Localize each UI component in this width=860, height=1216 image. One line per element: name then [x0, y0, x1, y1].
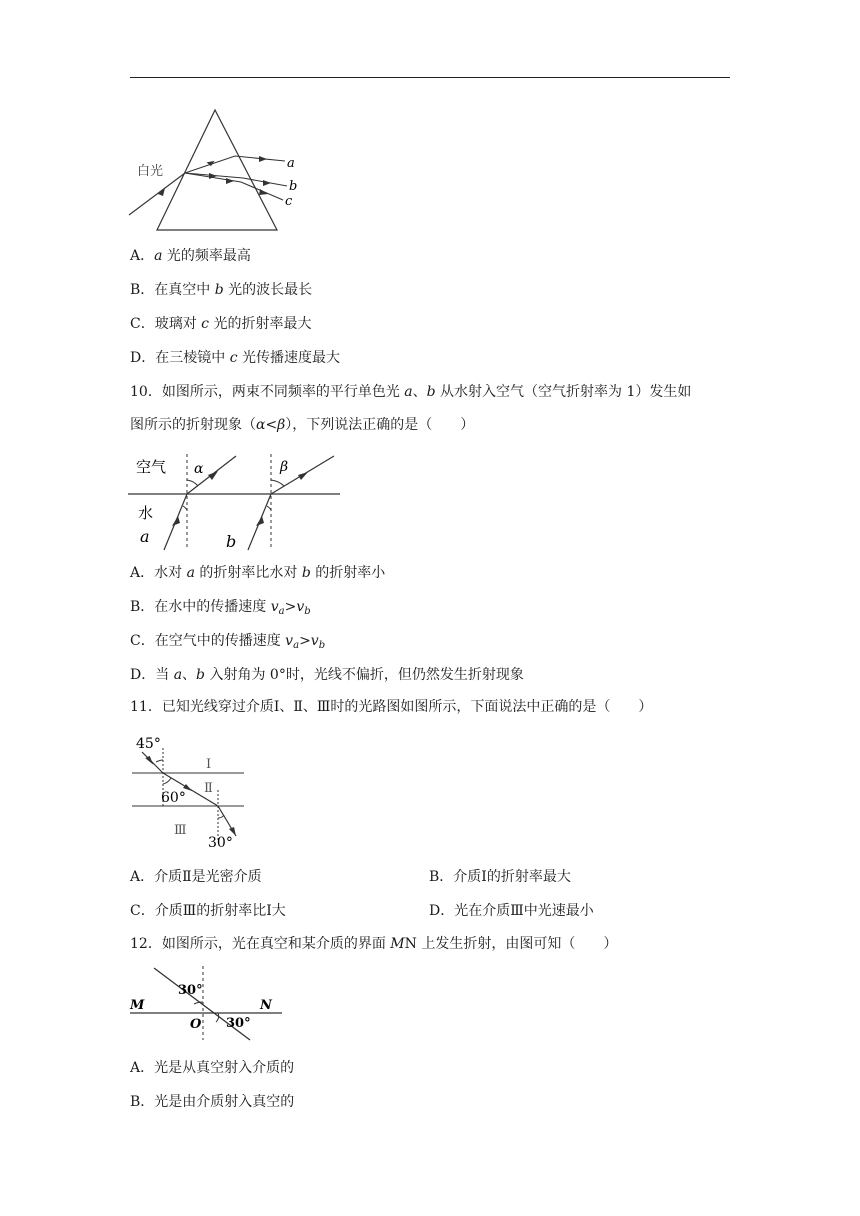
angle-30-top-label: 30°: [178, 983, 203, 998]
arrow-icon: [256, 516, 264, 526]
arrow-icon: [172, 516, 180, 526]
point-n-label: N: [260, 998, 272, 1013]
q10-option-a[interactable]: A．水对 a 的折射率比水对 b 的折射率小: [130, 565, 386, 581]
ray-segment-1: [142, 752, 163, 773]
angle-arc-1: [156, 760, 163, 762]
water-label: 水: [138, 504, 154, 522]
arrow-icon: [263, 180, 271, 186]
arrow-icon: [208, 471, 218, 480]
medium-3-label: Ⅲ: [174, 823, 187, 838]
arrow-icon: [259, 189, 268, 195]
ray-b-label: b: [226, 532, 237, 551]
three-media-figure: [132, 734, 247, 852]
q11-option-b[interactable]: B．介质Ⅰ的折射率最大: [429, 869, 571, 885]
q12-stem: 12．如图所示，光在真空和某介质的界面 MN 上发生折射，由图可知（ ）: [130, 936, 618, 952]
mn-interface-figure: [130, 964, 285, 1044]
angle-arc-3: [218, 815, 224, 818]
angle-arc-2: [163, 778, 171, 784]
angle-30-label: 30°: [208, 835, 233, 851]
q11-option-c[interactable]: C．介质Ⅲ的折射率比Ⅰ大: [130, 903, 286, 919]
q11-option-a[interactable]: A．介质Ⅱ是光密介质: [130, 869, 262, 885]
q11-stem: 11．已知光线穿过介质Ⅰ、Ⅱ、Ⅲ时的光路图如图所示，下面说法中正确的是（ ）: [130, 699, 653, 715]
alpha-arc: [187, 480, 198, 486]
ray-a-label: a: [287, 156, 295, 171]
q11-option-d[interactable]: D．光在介质Ⅲ中光速最小: [429, 903, 594, 919]
q10-option-b[interactable]: B．在水中的传播速度 $v_a>v_b$: [130, 599, 311, 617]
q9-option-d[interactable]: D．在三棱镜中 c 光传播速度最大: [130, 350, 340, 366]
point-m-label: M: [130, 998, 145, 1013]
q10-stem-line2: 图所示的折射现象（α<β），下列说法正确的是（ ）: [130, 417, 475, 433]
arrow-icon: [259, 156, 267, 162]
white-light-label: 白光: [137, 164, 164, 179]
arrow-icon: [298, 472, 308, 480]
q10-option-d[interactable]: D．当 a、b 入射角为 0°时，光线不偏折，但仍然发生折射现象: [130, 667, 524, 683]
medium-1-label: Ⅰ: [206, 757, 212, 772]
angle-60-label: 60°: [161, 790, 186, 806]
arrow-icon: [226, 178, 234, 184]
b-water-arc: [267, 506, 271, 510]
prism-figure: [125, 108, 305, 233]
q10-stem-line1: 10．如图所示，两束不同频率的平行单色光 a、b 从水射入空气（空气折射率为 1）发生如: [130, 384, 692, 400]
ray-a-label: a: [140, 527, 150, 546]
ray-b-label: b: [289, 179, 298, 194]
prism-triangle: [157, 110, 277, 230]
q10-option-c[interactable]: C．在空气中的传播速度 $v_a>v_b$: [130, 633, 326, 651]
alpha-label: α: [194, 461, 204, 477]
q9-option-c[interactable]: C．玻璃对 c 光的折射率最大: [130, 316, 312, 332]
ray-a-path: [185, 156, 285, 173]
water-air-figure: [128, 450, 343, 555]
header-rule: [130, 77, 730, 78]
a-water-arc: [183, 506, 187, 510]
q9-option-a[interactable]: A．a 光的频率最高: [130, 248, 251, 264]
beta-label: β: [280, 459, 289, 475]
q12-option-b[interactable]: B．光是由介质射入真空的: [130, 1094, 295, 1110]
angle-30-bottom-label: 30°: [226, 1016, 251, 1031]
angle-45-label: 45°: [136, 736, 161, 752]
ray-c-label: c: [285, 194, 293, 209]
incident-white-ray: [129, 173, 185, 215]
medium-2-label: Ⅱ: [204, 781, 213, 796]
beta-arc: [271, 480, 284, 486]
air-label: 空气: [136, 458, 167, 476]
point-o-label: O: [190, 1017, 202, 1032]
q12-option-a[interactable]: A．光是从真空射入介质的: [130, 1060, 295, 1076]
q9-option-b[interactable]: B．在真空中 b 光的波长最长: [130, 282, 313, 298]
